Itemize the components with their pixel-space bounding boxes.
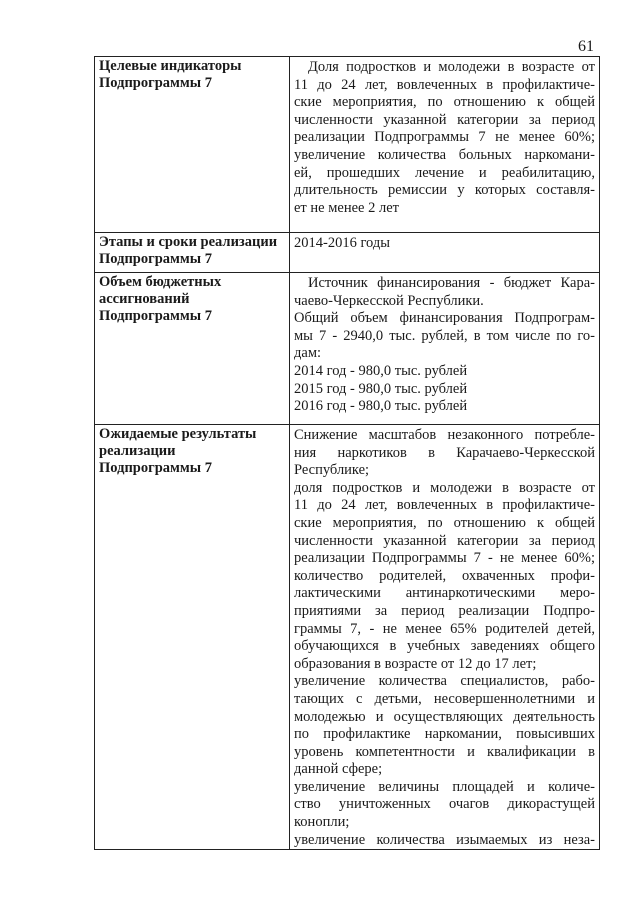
row-value-line: приятиями за период реализации Подпро- [294,602,595,619]
row-value-cell [290,273,600,425]
row-label-line: Подпрограммы 7 [99,251,212,267]
row-label-cell [95,425,290,850]
row-value-line: Общий объем финансирования Подпрограм- [294,310,595,327]
row-value-line: увеличение количества специалистов, рабо- [294,673,595,690]
row-value-line: образования в возрасте от 12 до 17 лет; [294,655,537,672]
row-label-line: ассигнований [99,291,190,307]
row-value-line: Республике; [294,462,370,479]
row-label-line: реализации [99,443,176,459]
row-value-line: конопли; [294,814,350,831]
row-value-line: численности указанной категории за период [294,532,595,549]
row-label-line: Этапы и сроки реализации [99,234,278,250]
row-value-line: уровень компетентности и квалификации в [294,743,595,760]
row-label-line: Ожидаемые результаты [99,426,257,442]
row-value-line: увеличение количества изымаемых из неза- [294,831,595,848]
row-value-line: по профилактике наркомании, повысивших [294,726,595,743]
row-value-line: ские мероприятия, по отношению к общей [294,514,595,531]
row-value-line: молодежью и осуществляющих деятельность [294,708,595,725]
page-number: 61 [578,38,594,55]
row-label-line: Подпрограммы 7 [99,308,212,324]
table-row [95,425,600,850]
row-label-line: Объем бюджетных [99,274,222,290]
table-row [95,233,600,273]
row-value-line: ские мероприятия, по отношению к общей [294,94,595,111]
row-value-line: 2016 год - 980,0 тыс. рублей [294,398,468,415]
row-value-line: ет не менее 2 лет [294,199,399,216]
row-value-line: 11 до 24 лет, вовлеченных в профилактиче- [294,497,595,514]
row-value-line: численности указанной категории за период [294,111,595,128]
row-value-line: данной сфере; [294,761,383,778]
row-value-line: доля подростков и молодежи в возрасте от [294,479,595,496]
row-value-line: количество родителей, охваченных профи- [294,567,595,584]
row-value-line: граммы 7, - не менее 65% родителей детей, [294,620,595,637]
table-row [95,57,600,233]
row-value-line: 11 до 24 лет, вовлеченных в профилактиче- [294,76,595,93]
passport-table [94,56,600,850]
row-value-line: обучающихся в учебных заведениях общего [294,638,595,655]
row-value-line: дам: [294,345,322,362]
row-value-line: тающих с детьми, несовершеннолетними и [294,690,595,707]
row-value-line: 2014 год - 980,0 тыс. рублей [294,362,468,379]
row-value-line: Источник финансирования - бюджет Кара- [308,275,595,291]
row-value-cell [290,57,600,233]
row-value-cell [290,425,600,850]
row-value-line: 2014-2016 годы [294,235,390,251]
row-value-line: лактическими антинаркотическими меро- [294,585,595,602]
row-value-line: мы 7 - 2940,0 тыс. рублей, в том числе по го- [294,327,595,344]
row-value-line: реализации Подпрограммы 7 - не менее 60%; [294,550,595,567]
row-label-line: Подпрограммы 7 [99,75,212,91]
table-row [95,273,600,425]
row-value-line: ство уничтоженных очагов дикорастущей [294,796,595,813]
row-value-line: чаево-Черкесской Республики. [294,292,484,309]
row-label-cell [95,57,290,233]
row-value-line: увеличение количества больных наркомани- [294,146,595,163]
row-value-line: ния наркотиков в Карачаево-Черкесской [294,444,595,461]
row-value-cell [290,233,600,273]
row-value-line: Снижение масштабов незаконного потребле- [294,427,595,443]
row-label-line: Подпрограммы 7 [99,460,212,476]
row-label-cell [95,273,290,425]
row-value-line: ей, прошедших лечение и реабилитацию, [294,164,595,181]
row-value-line: длительность ремиссии у которых составля- [294,182,595,199]
row-label-line: Целевые индикаторы [99,58,242,74]
row-value-line: 2015 год - 980,0 тыс. рублей [294,380,468,397]
row-label-cell [95,233,290,273]
row-value-line: увеличение величины площадей и количе- [294,778,595,795]
row-value-line: реализации Подпрограммы 7 не менее 60%; [294,129,595,146]
row-value-line: Доля подростков и молодежи в возрасте от [308,59,595,75]
